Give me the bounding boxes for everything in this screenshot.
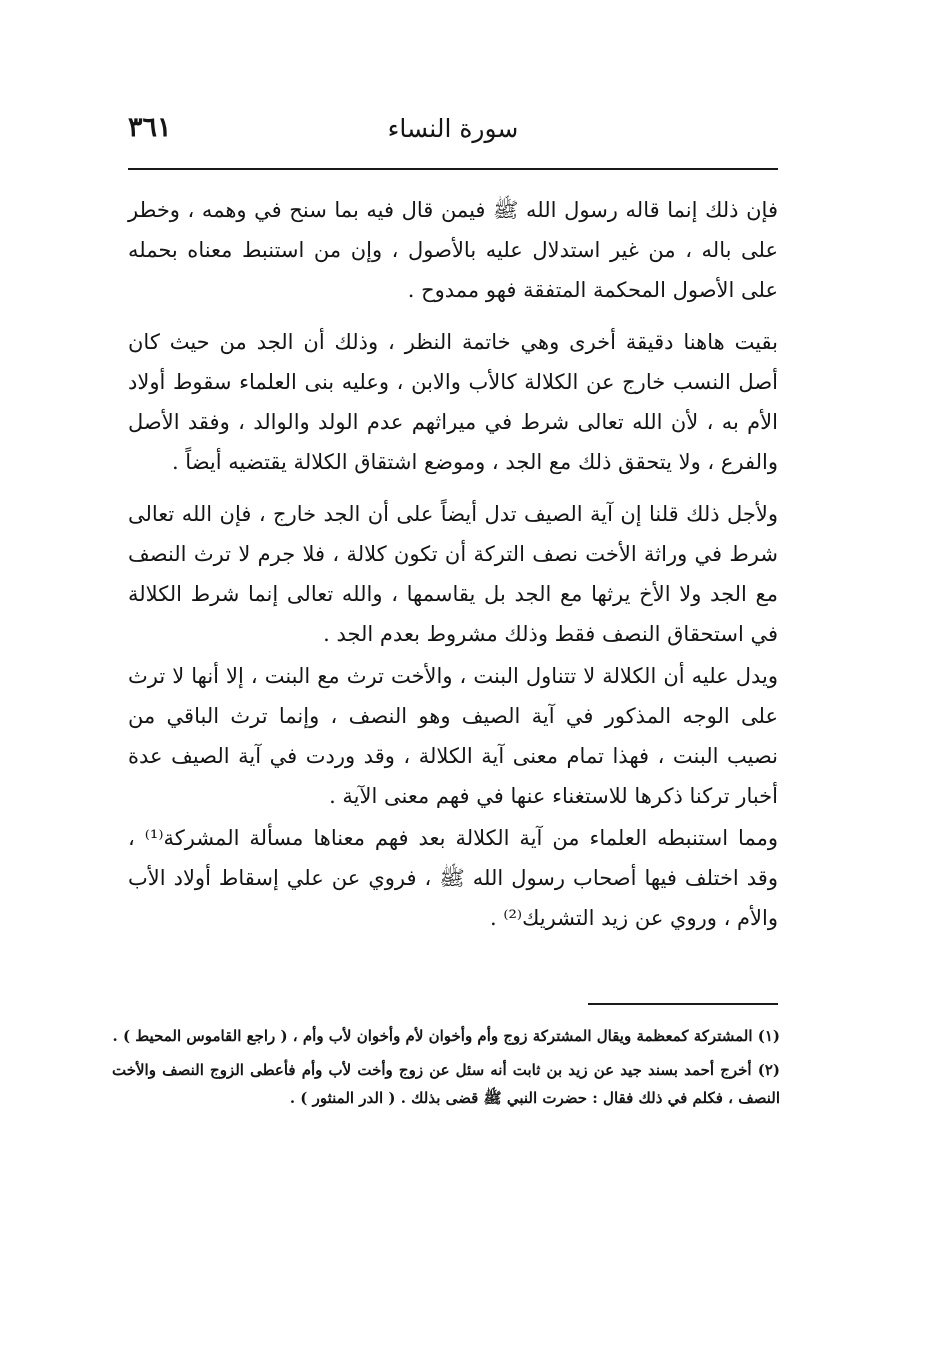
page-title: سورة النساء <box>387 114 519 143</box>
paragraph: فإن ذلك إنما قاله رسول الله ﷺ فيمن قال فيه بما سنح في وهمه ، وخطر على باله ، من غير استدلال عليه بالأصول ، وإن من استنبط معناه بحمله على الأصول المحكمة المتفقة فهو ممدوح . <box>128 198 778 302</box>
paragraph: بقيت هاهنا دقيقة أخرى وهي خاتمة النظر ، وذلك أن الجد من حيث كان أصل النسب خارج عن الكلالة كالأب والابن ، وعليه بنى العلماء سقوط أولاد الأم به ، لأن الله تعالى شرط في ميراثهم عدم الولد والوالد ، وفقد الأصل والفرع ، ولا يتحقق ذلك مع الجد ، وموضع اشتقاق الكلالة يقتضيه أيضاً . <box>128 330 778 474</box>
main-text <box>128 190 778 950</box>
paragraph: ومما استنبطه العلماء من آية الكلالة بعد فهم معناها مسألة المشركة⁽¹⁾ ، وقد اختلف فيها أصحاب رسول الله ﷺ ، فروي عن علي إسقاط أولاد الأب والأم ، وروي عن زيد التشريك⁽²⁾ . <box>128 826 778 930</box>
paragraph: ويدل عليه أن الكلالة لا تتناول البنت ، والأخت ترث مع البنت ، إلا أنها لا ترث على الوجه المذكور في آية الصيف وهو النصف ، وإنما ترث الباقي من نصيب البنت ، فهذا تمام معنى آية الكلالة ، وقد وردت في آية الصيف عدة أخبار تركنا ذكرها للاستغناء عنها في فهم معنى الآية . <box>128 664 778 808</box>
page-header <box>128 112 778 160</box>
footnote: (٢) أخرج أحمد بسند جيد عن زيد بن ثابت أنه سئل عن زوج وأخت لأب وأم فأعطى الزوج النصف والأخت النصف ، فكلم في ذلك فقال : حضرت النبي ﷺ قضى بذلك . ( الدر المنثور ) . <box>112 1061 780 1107</box>
paragraph: ولأجل ذلك قلنا إن آية الصيف تدل أيضاً على أن الجد خارج ، فإن الله تعالى شرط في وراثة الأخت نصف التركة أن تكون كلالة ، فلا جرم لا ترث النصف مع الجد ولا الأخ يرثها مع الجد بل يقاسمها ، والله تعالى إنما شرط الكلالة في استحقاق النصف فقط وذلك مشروط بعدم الجد . <box>128 502 778 646</box>
footnote: (١) المشتركة كمعظمة ويقال المشتركة زوج وأم وأخوان لأم وأخوان لأب وأم ، ( راجع القاموس المحيط ) . <box>112 1027 780 1045</box>
footnotes <box>112 1022 780 1118</box>
header-divider <box>128 168 778 170</box>
page-number: ٣٦١ <box>128 112 172 143</box>
footnote-divider <box>588 1003 778 1005</box>
